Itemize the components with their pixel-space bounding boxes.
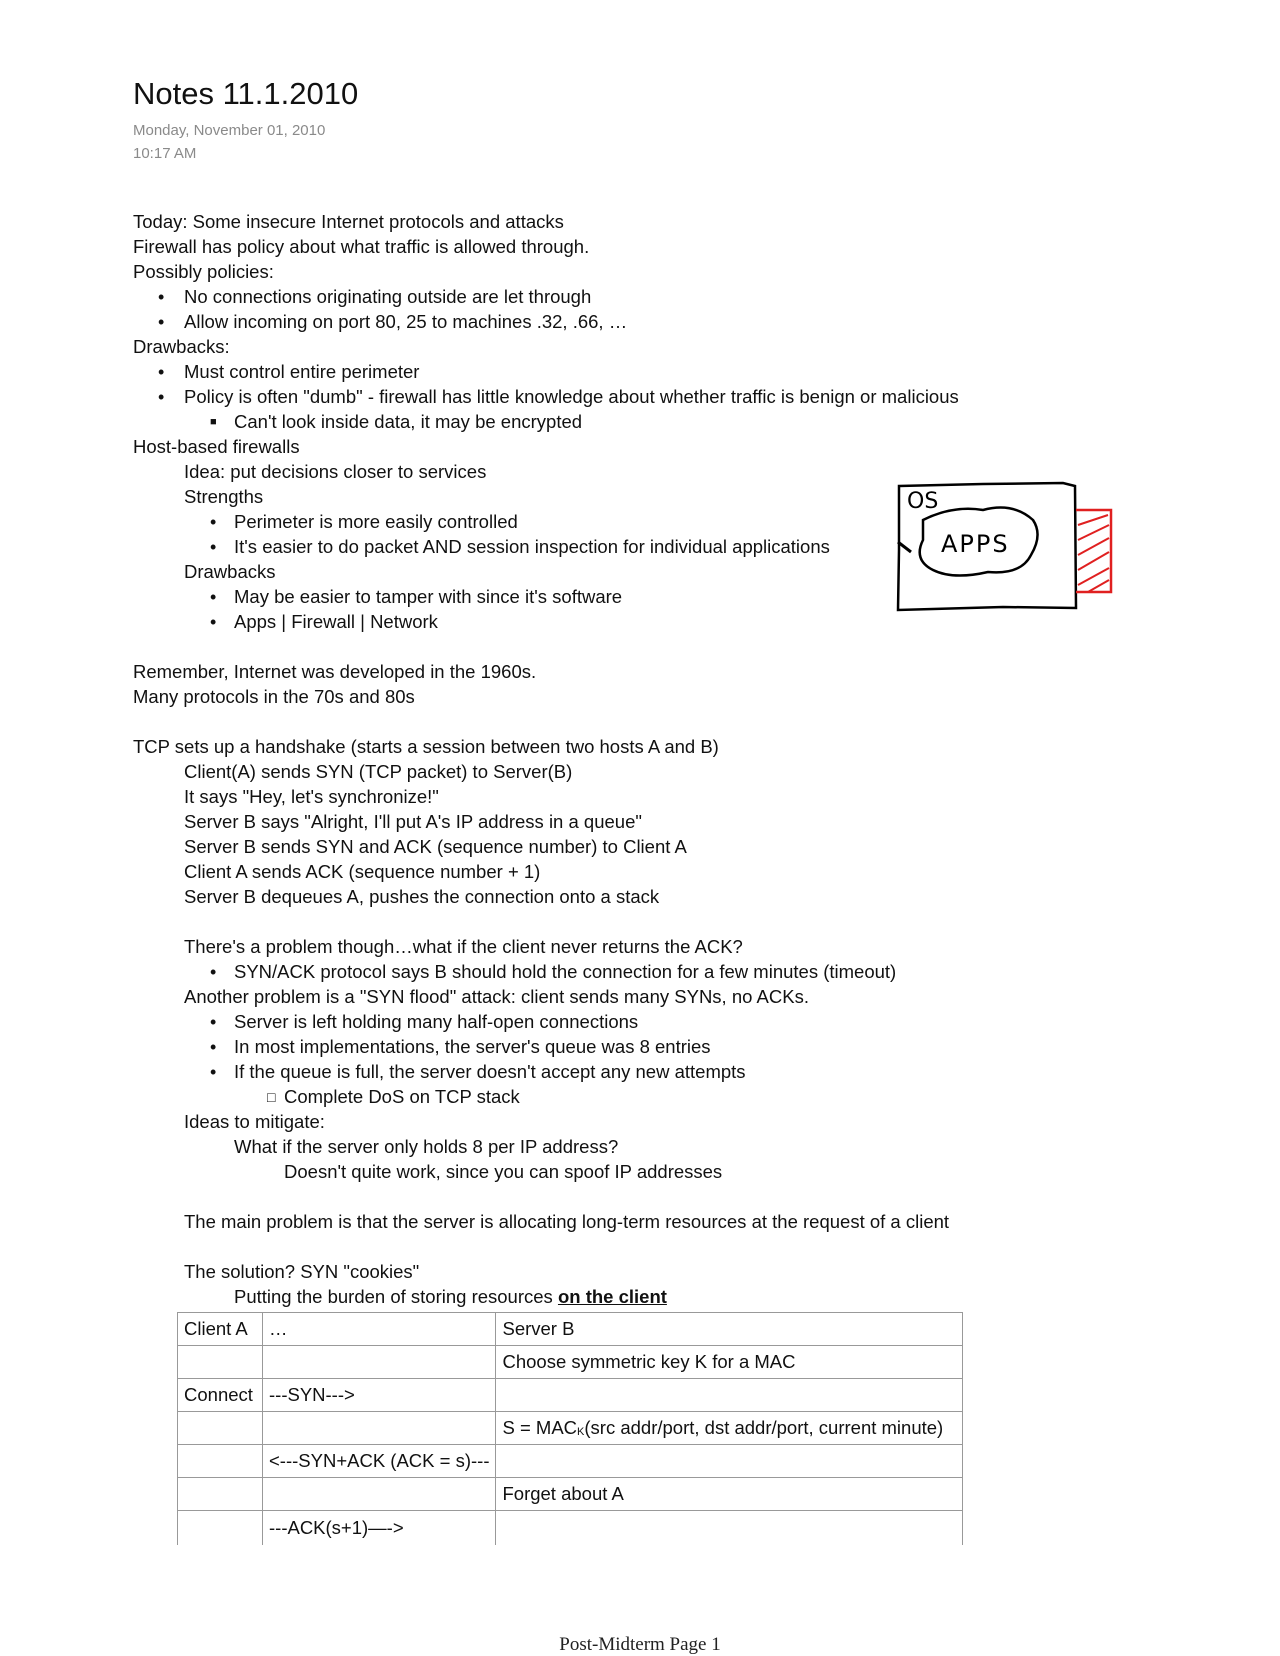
table-cell: Choose symmetric key K for a MAC — [496, 1346, 963, 1379]
table-cell: ---SYN---> — [263, 1379, 496, 1412]
text-line: Firewall has policy about what traffic is allowed through. — [133, 236, 590, 257]
text-line: Server B says "Alright, I'll put A's IP address in a queue" — [184, 811, 642, 832]
table-cell — [263, 1346, 496, 1379]
text-line: Ideas to mitigate: — [184, 1111, 325, 1132]
bullet-icon: • — [158, 387, 165, 407]
text-line: Many protocols in the 70s and 80s — [133, 686, 415, 707]
table-cell — [263, 1412, 496, 1445]
text-line: The solution? SYN "cookies" — [184, 1261, 420, 1282]
text-line: Client A sends ACK (sequence number + 1) — [184, 861, 541, 882]
bullet-icon: • — [210, 962, 217, 982]
bullet-icon: • — [158, 362, 165, 382]
sketch-label-apps: APPS — [941, 530, 1010, 558]
emphasis-text: on the client — [557, 1286, 667, 1307]
bullet-icon: • — [210, 1062, 217, 1082]
table-cell: Forget about A — [496, 1478, 963, 1511]
section-heading: Host-based firewalls — [133, 436, 300, 457]
mac-formula-cell — [496, 1412, 963, 1445]
note-time: 10:17 AM — [133, 145, 197, 162]
list-item: It's easier to do packet AND session inspection for individual applications — [234, 536, 830, 557]
bullet-icon: • — [210, 612, 217, 632]
mac-suffix: (src addr/port, dst addr/port, current minute) — [584, 1417, 944, 1438]
text-span: Putting the burden of storing resources — [234, 1286, 558, 1307]
bullet-icon: • — [158, 287, 165, 307]
mac-subscript: K — [577, 1426, 585, 1438]
bullet-icon: • — [158, 312, 165, 332]
syn-cookie-table — [177, 1312, 963, 1545]
text-line: Remember, Internet was developed in the 1960s. — [133, 661, 537, 682]
table-cell — [178, 1412, 263, 1445]
table-row — [178, 1511, 963, 1546]
text-line: Another problem is a "SYN flood" attack: client sends many SYNs, no ACKs. — [184, 986, 809, 1007]
table-cell — [263, 1478, 496, 1511]
list-item: If the queue is full, the server doesn't accept any new attempts — [234, 1061, 746, 1082]
text-line: Server B sends SYN and ACK (sequence number) to Client A — [184, 836, 687, 857]
sketch-label-os: OS — [907, 489, 939, 514]
section-heading: TCP sets up a handshake (starts a session between two hosts A and B) — [133, 736, 719, 757]
list-item: No connections originating outside are let through — [184, 286, 592, 307]
list-item: Apps | Firewall | Network — [234, 611, 438, 632]
text-line: Possibly policies: — [133, 261, 274, 282]
table-cell — [178, 1478, 263, 1511]
text-line: There's a problem though…what if the client never returns the ACK? — [184, 936, 743, 957]
table-cell — [496, 1511, 963, 1546]
list-item: Allow incoming on port 80, 25 to machines .32, .66, … — [184, 311, 628, 332]
text-line: It says "Hey, let's synchronize!" — [184, 786, 439, 807]
bullet-icon: • — [210, 1012, 217, 1032]
table-cell — [496, 1379, 963, 1412]
table-row — [178, 1379, 963, 1412]
list-item: Must control entire perimeter — [184, 361, 420, 382]
list-item: Complete DoS on TCP stack — [284, 1086, 520, 1107]
text-line: Idea: put decisions closer to services — [184, 461, 487, 482]
bullet-icon: • — [210, 587, 217, 607]
text-line: What if the server only holds 8 per IP address? — [234, 1136, 619, 1157]
table-cell: <---SYN+ACK (ACK = s)--- — [263, 1445, 496, 1478]
table-row — [178, 1412, 963, 1445]
list-item: May be easier to tamper with since it's software — [234, 586, 623, 607]
mac-prefix: S = MAC — [502, 1417, 578, 1438]
note-date: Monday, November 01, 2010 — [133, 122, 326, 139]
bullet-icon: • — [210, 512, 217, 532]
text-line: Drawbacks: — [133, 336, 230, 357]
list-item: SYN/ACK protocol says B should hold the connection for a few minutes (timeout) — [234, 961, 897, 982]
bullet-icon: • — [210, 537, 217, 557]
text-line: Doesn't quite work, since you can spoof IP addresses — [284, 1161, 723, 1182]
table-row — [178, 1346, 963, 1379]
text-line: Server B dequeues A, pushes the connection onto a stack — [184, 886, 660, 907]
page-footer: Post-Midterm Page 1 — [559, 1634, 721, 1655]
table-cell — [178, 1346, 263, 1379]
table-cell: Connect — [178, 1379, 263, 1412]
table-cell — [178, 1445, 263, 1478]
text-line: Drawbacks — [184, 561, 276, 582]
table-cell — [496, 1445, 963, 1478]
list-item: Policy is often "dumb" - firewall has little knowledge about whether traffic is benign or malicious — [184, 386, 959, 407]
os-apps-firewall-sketch — [893, 480, 1123, 615]
table-row — [178, 1478, 963, 1511]
bullet-icon: • — [210, 1037, 217, 1057]
list-item: Can't look inside data, it may be encrypted — [234, 411, 583, 432]
checkbox-bullet-icon: □ — [267, 1089, 276, 1105]
table-row — [178, 1313, 963, 1346]
text-line: Client(A) sends SYN (TCP packet) to Server(B) — [184, 761, 573, 782]
page-title: Notes 11.1.2010 — [133, 76, 359, 111]
text-line — [234, 1285, 667, 1309]
list-item: Perimeter is more easily controlled — [234, 511, 518, 532]
text-line: Strengths — [184, 486, 264, 507]
list-item: Server is left holding many half-open connections — [234, 1011, 639, 1032]
text-line: Today: Some insecure Internet protocols and attacks — [133, 211, 564, 232]
table-cell: … — [263, 1313, 496, 1346]
table-cell: ---ACK(s+1)—-> — [263, 1511, 496, 1546]
square-bullet-icon: ■ — [210, 416, 217, 428]
table-cell: Client A — [178, 1313, 263, 1346]
table-cell: Server B — [496, 1313, 963, 1346]
table-row — [178, 1445, 963, 1478]
list-item: In most implementations, the server's queue was 8 entries — [234, 1036, 711, 1057]
text-line: The main problem is that the server is allocating long-term resources at the request of a client — [184, 1211, 950, 1232]
table-cell — [178, 1511, 263, 1546]
